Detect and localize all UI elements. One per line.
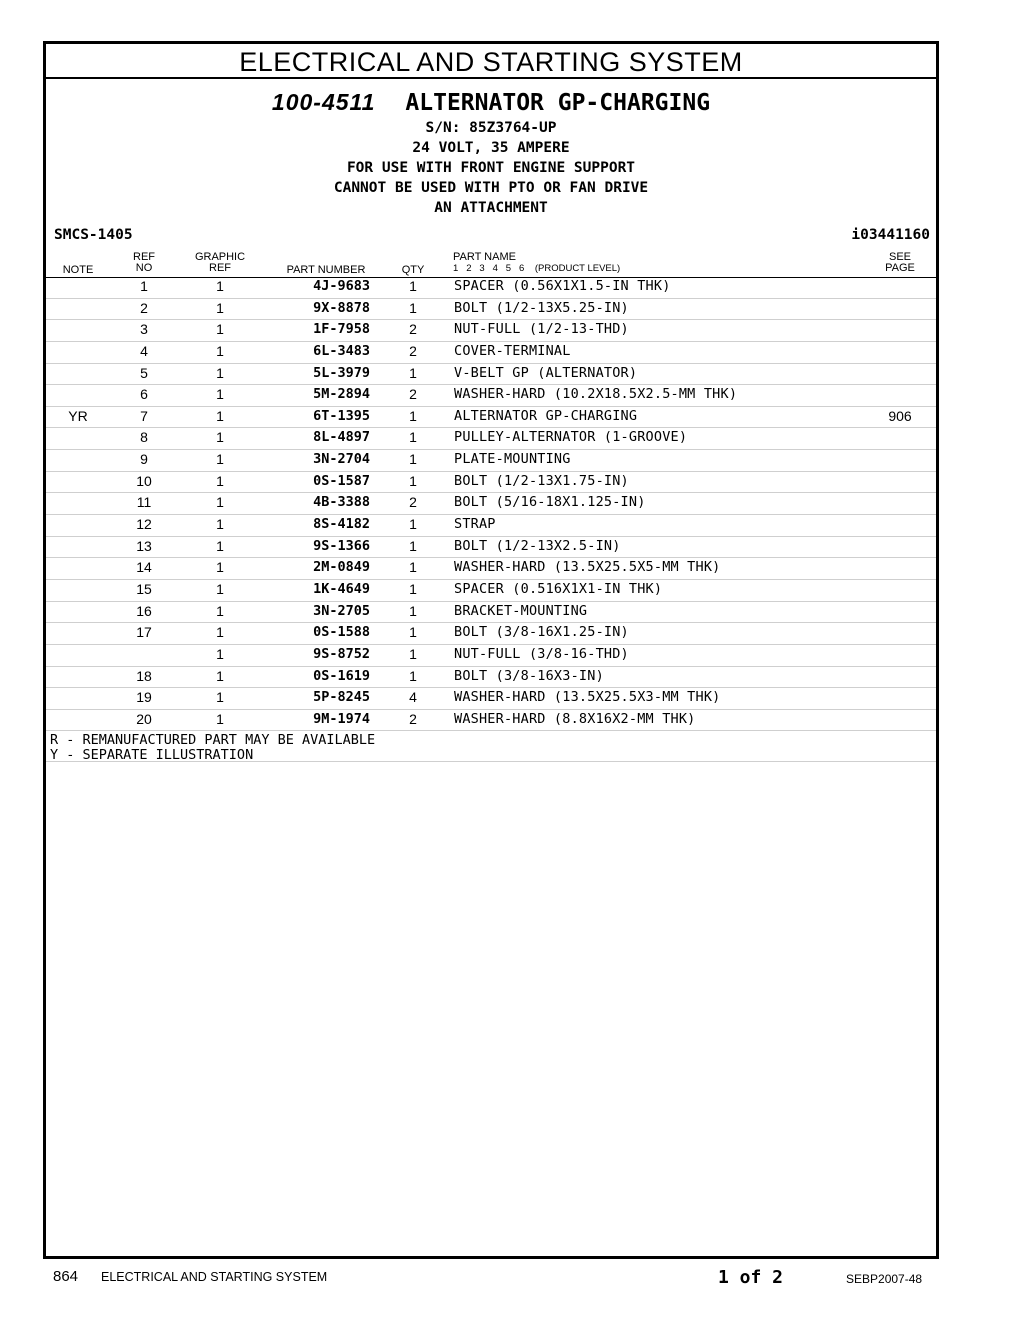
graphic-ref-cell: 1	[216, 472, 224, 489]
part-number-cell: 0S-1587	[313, 472, 370, 489]
quantity-cell: 2	[409, 494, 417, 511]
voltage-line: 24 VOLT, 35 AMPERE	[412, 140, 570, 156]
ref-number-cell: 10	[136, 472, 152, 489]
header-see-bottom: PAGE	[885, 262, 915, 274]
part-number-cell: 6L-3483	[313, 342, 370, 359]
graphic-ref-cell: 1	[216, 516, 224, 533]
note-cell: YR	[68, 407, 88, 424]
part-name-cell: BRACKET-MOUNTING	[454, 602, 588, 619]
header-part-name	[453, 252, 620, 274]
part-number-cell: 9S-8752	[313, 645, 370, 662]
part-name-cell: ALTERNATOR GP-CHARGING	[454, 407, 638, 424]
part-name-cell: NUT-FULL (1/2-13-THD)	[454, 321, 629, 338]
quantity-cell: 2	[409, 342, 417, 359]
quantity-cell: 1	[409, 667, 417, 684]
header-see-page	[880, 252, 920, 274]
part-name-cell: WASHER-HARD (13.5X25.5X3-MM THK)	[454, 689, 721, 706]
part-number-cell: 9S-1366	[313, 537, 370, 554]
part-name-cell: WASHER-HARD (13.5X25.5X5-MM THK)	[454, 559, 721, 576]
ref-number-cell: 4	[140, 342, 148, 359]
header-note: NOTE	[62, 264, 94, 276]
graphic-ref-cell: 1	[216, 429, 224, 446]
table-row	[46, 320, 936, 342]
ref-number-cell: 19	[136, 689, 152, 706]
graphic-ref-cell: 1	[216, 386, 224, 403]
graphic-ref-cell: 1	[216, 580, 224, 597]
part-name-cell: SPACER (0.516X1X1-IN THK)	[454, 580, 663, 597]
quantity-cell: 1	[409, 580, 417, 597]
quantity-cell: 1	[409, 299, 417, 316]
ref-number-cell: 13	[136, 537, 152, 554]
table-row	[46, 385, 936, 407]
table-row	[46, 623, 936, 645]
ref-number-cell: 7	[140, 407, 148, 424]
graphic-ref-cell: 1	[216, 559, 224, 576]
part-number-cell: 6T-1395	[313, 407, 370, 424]
serial-number-line: S/N: 85Z3764-UP	[425, 120, 557, 136]
part-name-cell: COVER-TERMINAL	[454, 342, 571, 359]
part-number-cell: 5P-8245	[313, 689, 370, 706]
header-graphic-bottom: REF	[209, 262, 231, 274]
table-row	[46, 558, 936, 580]
restriction-line: CANNOT BE USED WITH PTO OR FAN DRIVE	[333, 180, 649, 196]
table-row	[46, 493, 936, 515]
table-row	[46, 407, 936, 429]
ref-number-cell: 1	[140, 278, 148, 294]
quantity-cell: 2	[409, 710, 417, 727]
part-number-cell: 9X-8878	[313, 299, 370, 316]
quantity-cell: 1	[409, 407, 417, 424]
parts-table	[46, 277, 936, 731]
graphic-ref-cell: 1	[216, 364, 224, 381]
graphic-ref-cell: 1	[216, 710, 224, 727]
quantity-cell: 1	[409, 516, 417, 533]
table-row	[46, 277, 936, 299]
part-number-cell: 3N-2704	[313, 451, 370, 468]
part-name-cell: BOLT (1/2-13X1.75-IN)	[454, 472, 629, 489]
part-number-cell: 5M-2894	[313, 386, 370, 403]
part-name-cell: BOLT (1/2-13X5.25-IN)	[454, 299, 629, 316]
ref-number-cell: 17	[136, 624, 152, 641]
footer-page-number: 864	[53, 1268, 79, 1285]
table-row	[46, 710, 936, 732]
group-title	[46, 88, 936, 117]
ref-number-cell: 11	[136, 494, 152, 511]
part-name-cell: BOLT (1/2-13X2.5-IN)	[454, 537, 621, 554]
part-number-cell: 0S-1588	[313, 624, 370, 641]
graphic-ref-cell: 1	[216, 645, 224, 662]
header-qty: QTY	[401, 264, 425, 276]
part-name-cell: STRAP	[454, 516, 496, 533]
ref-number-cell: 16	[136, 602, 152, 619]
part-name-cell: BOLT (5/16-18X1.125-IN)	[454, 494, 646, 511]
quantity-cell: 1	[409, 364, 417, 381]
footer-section: ELECTRICAL AND STARTING SYSTEM	[101, 1270, 328, 1284]
table-row	[46, 602, 936, 624]
graphic-ref-cell: 1	[216, 689, 224, 706]
table-row	[46, 342, 936, 364]
legend	[50, 733, 936, 763]
part-name-cell: NUT-FULL (3/8-16-THD)	[454, 645, 629, 662]
group-number: 100-4511	[271, 89, 376, 115]
part-number-cell: 8L-4897	[313, 429, 370, 446]
graphic-ref-cell: 1	[216, 321, 224, 338]
footer-document: SEBP2007-48	[846, 1272, 923, 1286]
header-product-levels: 1 2 3 4 5 6 (PRODUCT LEVEL)	[453, 263, 621, 274]
quantity-cell: 1	[409, 537, 417, 554]
header-graphic-top: GRAPHIC	[194, 251, 246, 263]
part-number-cell: 9M-1974	[313, 710, 370, 727]
part-number-cell: 1F-7958	[313, 321, 370, 338]
graphic-ref-cell: 1	[216, 624, 224, 641]
section-title: ELECTRICAL AND STARTING SYSTEM	[46, 44, 936, 79]
ref-number-cell: 14	[136, 559, 152, 576]
graphic-ref-cell: 1	[216, 342, 224, 359]
graphic-ref-cell: 1	[216, 537, 224, 554]
attachment-line: AN ATTACHMENT	[434, 200, 548, 216]
part-name-cell: BOLT (3/8-16X1.25-IN)	[454, 624, 629, 641]
table-header	[46, 252, 936, 278]
part-name-cell: PULLEY-ALTERNATOR (1-GROOVE)	[454, 429, 688, 446]
quantity-cell: 1	[409, 278, 417, 294]
quantity-cell: 1	[409, 472, 417, 489]
ref-number-cell: 12	[136, 516, 152, 533]
ref-number-cell: 18	[136, 667, 152, 684]
table-row	[46, 688, 936, 710]
usage-line: FOR USE WITH FRONT ENGINE SUPPORT	[346, 160, 636, 176]
part-name-cell: WASHER-HARD (8.8X16X2-MM THK)	[454, 710, 696, 727]
graphic-ref-cell: 1	[216, 299, 224, 316]
legend-remanufactured: R - REMANUFACTURED PART MAY BE AVAILABLE	[50, 732, 376, 748]
table-row	[46, 299, 936, 321]
ref-number-cell: 2	[140, 299, 148, 316]
quantity-cell: 2	[409, 321, 417, 338]
graphic-ref-cell: 1	[216, 667, 224, 684]
part-number-cell: 8S-4182	[313, 516, 370, 533]
page-frame	[43, 41, 939, 1259]
quantity-cell: 1	[409, 645, 417, 662]
header-ref-top: REF	[133, 251, 155, 263]
table-row	[46, 580, 936, 602]
quantity-cell: 1	[409, 429, 417, 446]
table-row	[46, 645, 936, 667]
table-row	[46, 364, 936, 386]
part-number-cell: 5L-3979	[313, 364, 370, 381]
graphic-ref-cell: 1	[216, 278, 224, 294]
part-number-cell: 4B-3388	[313, 494, 370, 511]
graphic-ref-cell: 1	[216, 407, 224, 424]
ref-number-cell: 8	[140, 429, 148, 446]
table-row	[46, 537, 936, 559]
part-number-cell: 4J-9683	[313, 278, 370, 294]
group-info	[46, 118, 936, 218]
legend-separate-illustration: Y - SEPARATE ILLUSTRATION	[50, 747, 254, 763]
graphic-ref-cell: 1	[216, 451, 224, 468]
part-name-cell: BOLT (3/8-16X3-IN)	[454, 667, 604, 684]
graphic-ref-cell: 1	[216, 602, 224, 619]
header-ref	[124, 252, 164, 274]
smcs-code: SMCS-1405	[54, 227, 133, 243]
group-name: ALTERNATOR GP-CHARGING	[405, 90, 711, 116]
quantity-cell: 2	[409, 386, 417, 403]
ref-number-cell: 9	[140, 451, 148, 468]
part-number-cell: 3N-2705	[313, 602, 370, 619]
quantity-cell: 1	[409, 602, 417, 619]
ref-number-cell: 15	[136, 580, 152, 597]
header-part-name-top: PART NAME	[453, 251, 516, 263]
header-see-top: SEE	[888, 251, 911, 263]
header-ref-bottom: NO	[135, 262, 153, 274]
quantity-cell: 4	[409, 689, 417, 706]
part-name-cell: WASHER-HARD (10.2X18.5X2.5-MM THK)	[454, 386, 738, 403]
ref-number-cell: 6	[140, 386, 148, 403]
graphic-ref-cell: 1	[216, 494, 224, 511]
see-page-cell: 906	[888, 407, 912, 424]
quantity-cell: 1	[409, 624, 417, 641]
part-name-cell: V-BELT GP (ALTERNATOR)	[454, 364, 638, 381]
part-name-cell: SPACER (0.56X1X1.5-IN THK)	[454, 278, 671, 294]
table-row	[46, 428, 936, 450]
header-part-number: PART NUMBER	[286, 264, 366, 276]
part-number-cell: 0S-1619	[313, 667, 370, 684]
footer-sheet: 1 of 2	[718, 1267, 784, 1288]
ref-number-cell: 5	[140, 364, 148, 381]
quantity-cell: 1	[409, 451, 417, 468]
table-row	[46, 450, 936, 472]
part-number-cell: 1K-4649	[313, 580, 370, 597]
header-graphic-ref	[188, 252, 252, 274]
table-row	[46, 515, 936, 537]
quantity-cell: 1	[409, 559, 417, 576]
table-row	[46, 472, 936, 494]
part-name-cell: PLATE-MOUNTING	[454, 451, 571, 468]
part-number-cell: 2M-0849	[313, 559, 370, 576]
table-row	[46, 667, 936, 689]
ref-number-cell: 3	[140, 321, 148, 338]
ref-number-cell: 20	[136, 710, 152, 727]
illustration-id: i03441160	[851, 227, 930, 243]
legend-divider	[46, 761, 936, 762]
